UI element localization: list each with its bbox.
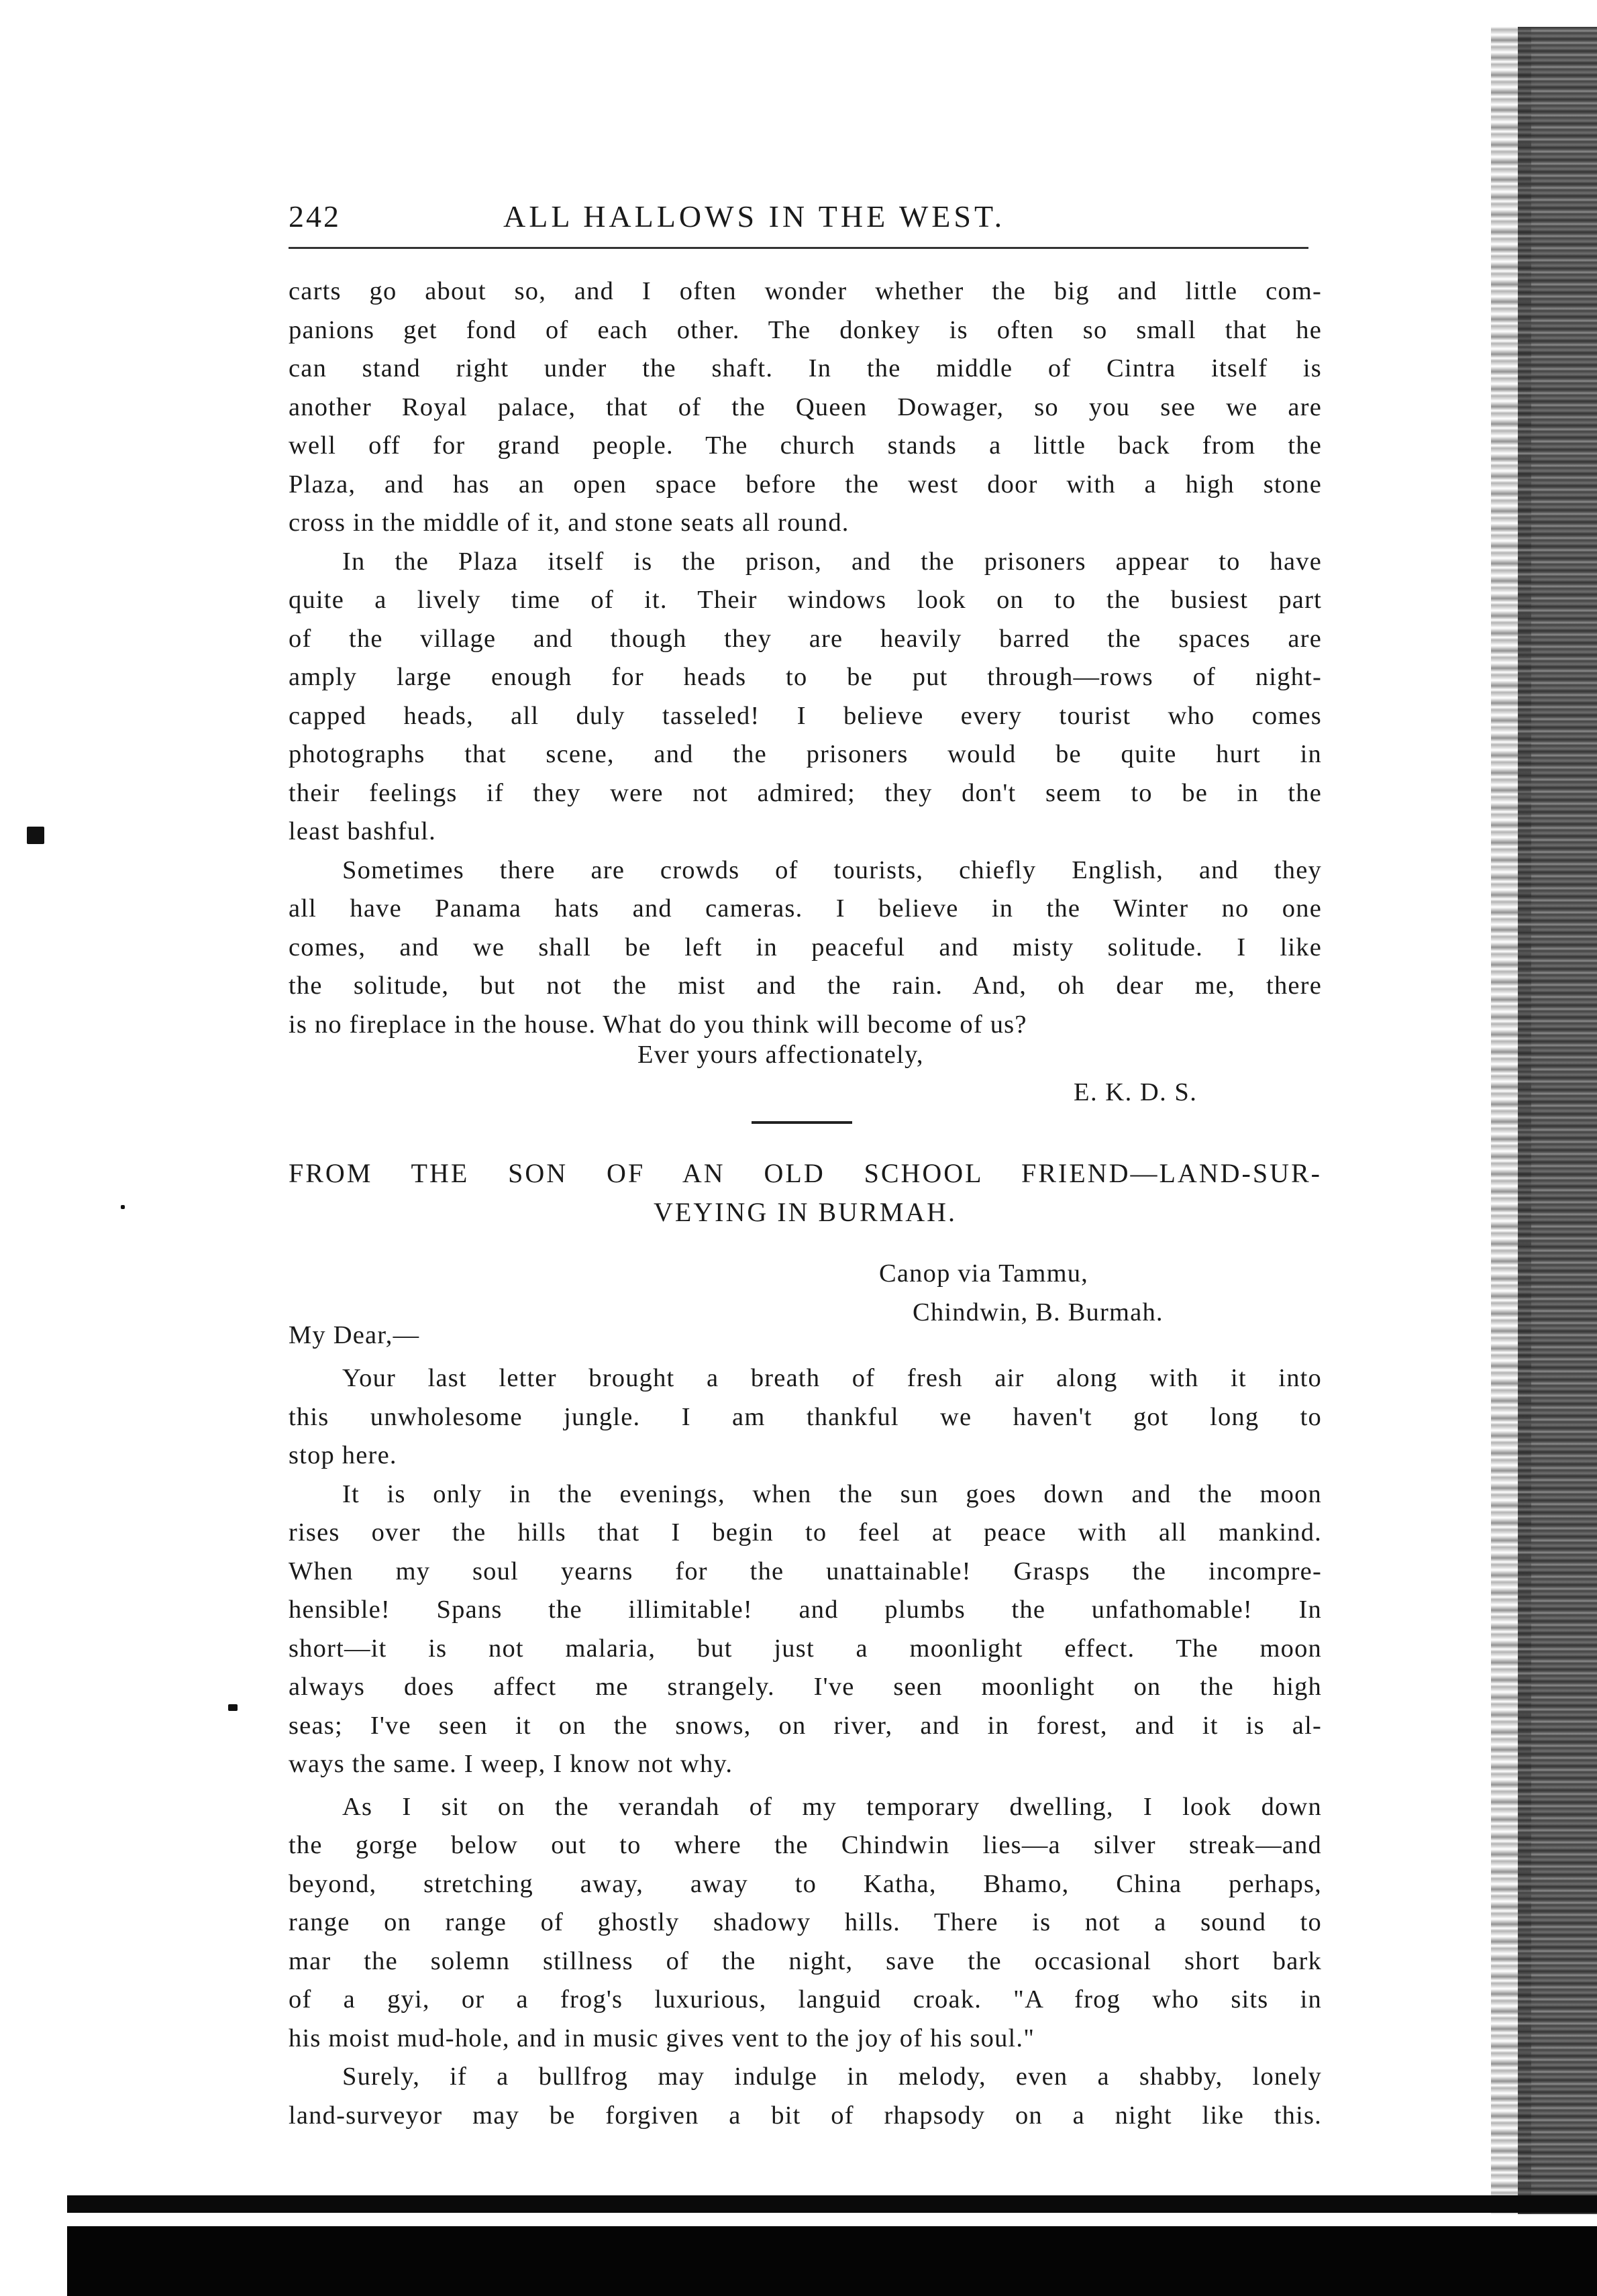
scan-bottom-bar — [67, 2195, 1597, 2213]
text-line: amply large enough for heads to be put through—rows of night- — [289, 663, 1322, 691]
text-line: short—it is not malaria, but just a moonlight effect. The moon — [289, 1634, 1322, 1663]
text-line: well off for grand people. The church stands a little back from the — [289, 431, 1322, 460]
text-line: can stand right under the shaft. In the middle of Cintra itself is — [289, 354, 1322, 382]
header-rule — [289, 247, 1308, 249]
letter-address — [879, 1255, 1164, 1332]
text-line: panions get fond of each other. The donkey is often so small that he — [289, 315, 1322, 344]
scan-speck — [27, 827, 44, 844]
page-number: 242 — [289, 199, 341, 233]
text-line: Sometimes there are crowds of tourists, chiefly English, and they — [342, 855, 1322, 884]
text-line: photographs that scene, and the prisoners would be quite hurt in — [289, 740, 1322, 768]
text-line: of a gyi, or a frog's luxurious, languid croak. "A frog who sits in — [289, 1985, 1322, 2014]
text-line: When my soul yearns for the unattainable! Grasps the incompre- — [289, 1557, 1322, 1585]
address-line: Canop via Tammu, — [879, 1259, 1088, 1288]
text-line: As I sit on the verandah of my temporary dwelling, I look down — [342, 1792, 1322, 1821]
text-line: cross in the middle of it, and stone seats all round. — [289, 509, 849, 537]
text-line: the gorge below out to where the Chindwin lies—a silver streak—and — [289, 1831, 1322, 1859]
text-line: capped heads, all duly tasseled! I believe every tourist who comes — [289, 701, 1322, 730]
text-line: always does affect me strangely. I've seen moonlight on the high — [289, 1673, 1322, 1701]
text-line: Surely, if a bullfrog may indulge in melody, even a shabby, lonely — [342, 2063, 1322, 2091]
text-line: hensible! Spans the illimitable! and plumbs the unfathomable! In — [289, 1596, 1322, 1624]
paragraph — [289, 2058, 1322, 2135]
text-line: of the village and though they are heavily barred the spaces are — [289, 624, 1322, 653]
paragraph — [289, 1475, 1322, 1784]
paragraph — [289, 1359, 1322, 1475]
text-line: Plaza, and has an open space before the west door with a high stone — [289, 470, 1322, 499]
text-line: this unwholesome jungle. I am thankful we haven't got long to — [289, 1402, 1322, 1431]
text-line: beyond, stretching away, away to Katha, Bhamo, China perhaps, — [289, 1869, 1322, 1898]
running-title: ALL HALLOWS IN THE WEST. — [503, 199, 1006, 233]
article-body — [289, 1359, 1322, 2135]
paragraph — [289, 272, 1322, 543]
text-line: range on range of ghostly shadowy hills. There is not a sound to — [289, 1908, 1322, 1936]
text-line: quite a lively time of it. Their windows look on to the busiest part — [289, 586, 1322, 614]
text-line: rises over the hills that I begin to feel at peace with all mankind. — [289, 1518, 1322, 1547]
heading-line: VEYING IN BURMAH. — [653, 1197, 958, 1227]
text-line: land-surveyor may be forgiven a bit of rhapsody on a night like this. — [289, 2101, 1322, 2130]
text-line: It is only in the evenings, when the sun goes down and the moon — [342, 1479, 1322, 1508]
scan-speck — [121, 1205, 125, 1209]
scan-edge-shadow — [1518, 27, 1597, 2214]
text-line: is no fireplace in the house. What do you think will become of us? — [289, 1010, 1027, 1039]
text-line: all have Panama hats and cameras. I believe in the Winter no one — [289, 894, 1322, 923]
text-line: Your last letter brought a breath of fresh air along with it into — [342, 1364, 1322, 1392]
letter-closing: Ever yours affectionately, — [637, 1041, 924, 1069]
scan-speck — [228, 1704, 238, 1711]
text-line: their feelings if they were not admired; they don't seem to be in the — [289, 778, 1322, 807]
text-line: stop here. — [289, 1441, 397, 1469]
text-line: carts go about so, and I often wonder whether the big and little com- — [289, 277, 1322, 305]
paragraph — [289, 543, 1322, 851]
text-line: the solitude, but not the mist and the rain. And, oh dear me, there — [289, 972, 1322, 1000]
text-line: least bashful. — [289, 817, 436, 845]
letter-body — [289, 272, 1322, 1044]
scan-bottom-border — [67, 2226, 1597, 2296]
article-heading — [289, 1154, 1322, 1232]
text-line: his moist mud-hole, and in music gives vent to the joy of his soul." — [289, 2024, 1035, 2052]
text-line: comes, and we shall be left in peaceful and misty solitude. I like — [289, 933, 1322, 961]
heading-line: FROM THE SON OF AN OLD SCHOOL FRIEND—LAND-SUR- — [289, 1158, 1322, 1188]
text-line: seas; I've seen it on the snows, on river, and in forest, and it is al- — [289, 1711, 1322, 1740]
text-line: mar the solemn stillness of the night, save the occasional short bark — [289, 1946, 1322, 1975]
letter-signature: E. K. D. S. — [1074, 1078, 1198, 1106]
paragraph — [289, 851, 1322, 1045]
text-line: another Royal palace, that of the Queen Dowager, so you see we are — [289, 393, 1322, 421]
salutation: My Dear,— — [289, 1321, 420, 1349]
section-divider — [752, 1121, 852, 1124]
text-line: In the Plaza itself is the prison, and the prisoners appear to have — [342, 547, 1322, 576]
paragraph — [289, 1788, 1322, 2058]
text-line: ways the same. I weep, I know not why. — [289, 1750, 733, 1778]
address-line: Chindwin, B. Burmah. — [913, 1298, 1164, 1326]
